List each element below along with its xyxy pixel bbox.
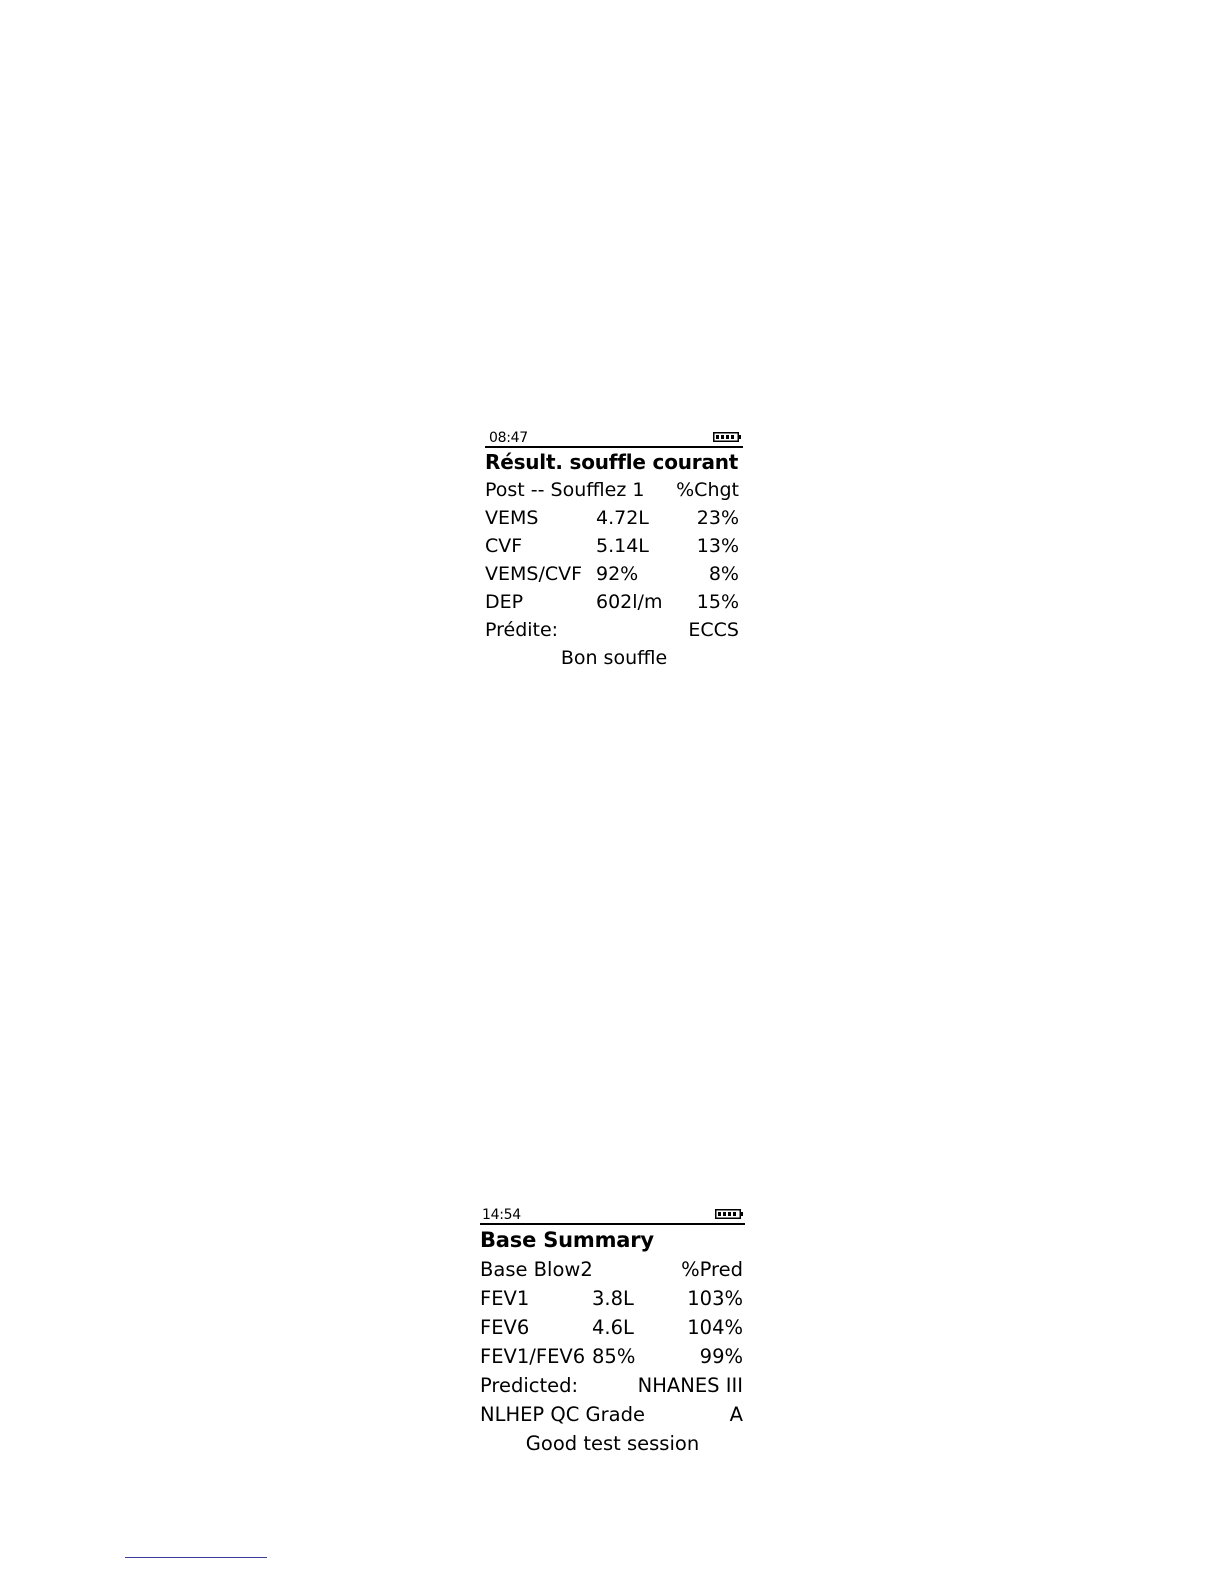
- result-row: [485, 504, 743, 532]
- metric-name: FEV1: [480, 1287, 530, 1310]
- results-header: [485, 476, 743, 504]
- result-row: [485, 560, 743, 588]
- metric-percent: 99%: [699, 1345, 743, 1368]
- status-bar: [480, 1205, 745, 1225]
- clock: 14:54: [482, 1207, 521, 1223]
- metric-percent: 23%: [696, 507, 739, 529]
- predicted-row: [480, 1371, 745, 1400]
- metric-name: FEV6: [480, 1316, 530, 1339]
- metric-name: VEMS/CVF: [485, 563, 583, 585]
- metric-name: CVF: [485, 535, 523, 557]
- footnote-separator: [125, 1557, 267, 1558]
- metric-value: 602l/m: [596, 591, 663, 613]
- battery-full-icon: [715, 1209, 743, 1219]
- screen-title: Résult. souffle courant: [485, 450, 739, 474]
- predicted-value: NHANES III: [637, 1374, 743, 1397]
- qc-grade-row: [480, 1400, 745, 1429]
- qc-grade-label: NLHEP QC Grade: [480, 1403, 646, 1426]
- header-right: %Chgt: [676, 479, 739, 501]
- metric-value: 4.6L: [592, 1316, 634, 1339]
- results-header: [480, 1255, 745, 1284]
- result-row: [480, 1342, 745, 1371]
- metric-value: 3.8L: [592, 1287, 634, 1310]
- result-row: [480, 1284, 745, 1313]
- metric-percent: 15%: [696, 591, 739, 613]
- metric-percent: 103%: [687, 1287, 743, 1310]
- metric-value: 92%: [596, 563, 639, 585]
- qc-grade-value: A: [729, 1403, 743, 1426]
- result-row: [485, 588, 743, 616]
- metric-percent: 104%: [687, 1316, 743, 1339]
- status-bar: [485, 428, 743, 448]
- predicted-label: Prédite:: [485, 619, 559, 641]
- screen-title: Base Summary: [480, 1228, 654, 1252]
- metric-name: VEMS: [485, 507, 539, 529]
- predicted-value: ECCS: [688, 619, 739, 641]
- metric-value: 4.72L: [596, 507, 649, 529]
- result-row: [480, 1313, 745, 1342]
- header-left: Base Blow2: [480, 1258, 593, 1281]
- battery-full-icon: [713, 432, 741, 442]
- predicted-row: [485, 616, 743, 644]
- metric-value: 5.14L: [596, 535, 649, 557]
- metric-value: 85%: [592, 1345, 636, 1368]
- device-screen-french: [485, 428, 743, 672]
- metric-percent: 13%: [696, 535, 739, 557]
- header-left: Post -- Soufflez 1: [485, 479, 645, 501]
- metric-name: FEV1/FEV6: [480, 1345, 586, 1368]
- result-message: Bon souffle: [560, 647, 668, 669]
- predicted-label: Predicted:: [480, 1374, 579, 1397]
- header-right: %Pred: [681, 1258, 743, 1281]
- device-screen-english: [480, 1205, 745, 1458]
- result-row: [485, 532, 743, 560]
- metric-name: DEP: [485, 591, 524, 613]
- result-message: Good test session: [525, 1432, 700, 1455]
- clock: 08:47: [489, 430, 528, 446]
- metric-percent: 8%: [708, 563, 739, 585]
